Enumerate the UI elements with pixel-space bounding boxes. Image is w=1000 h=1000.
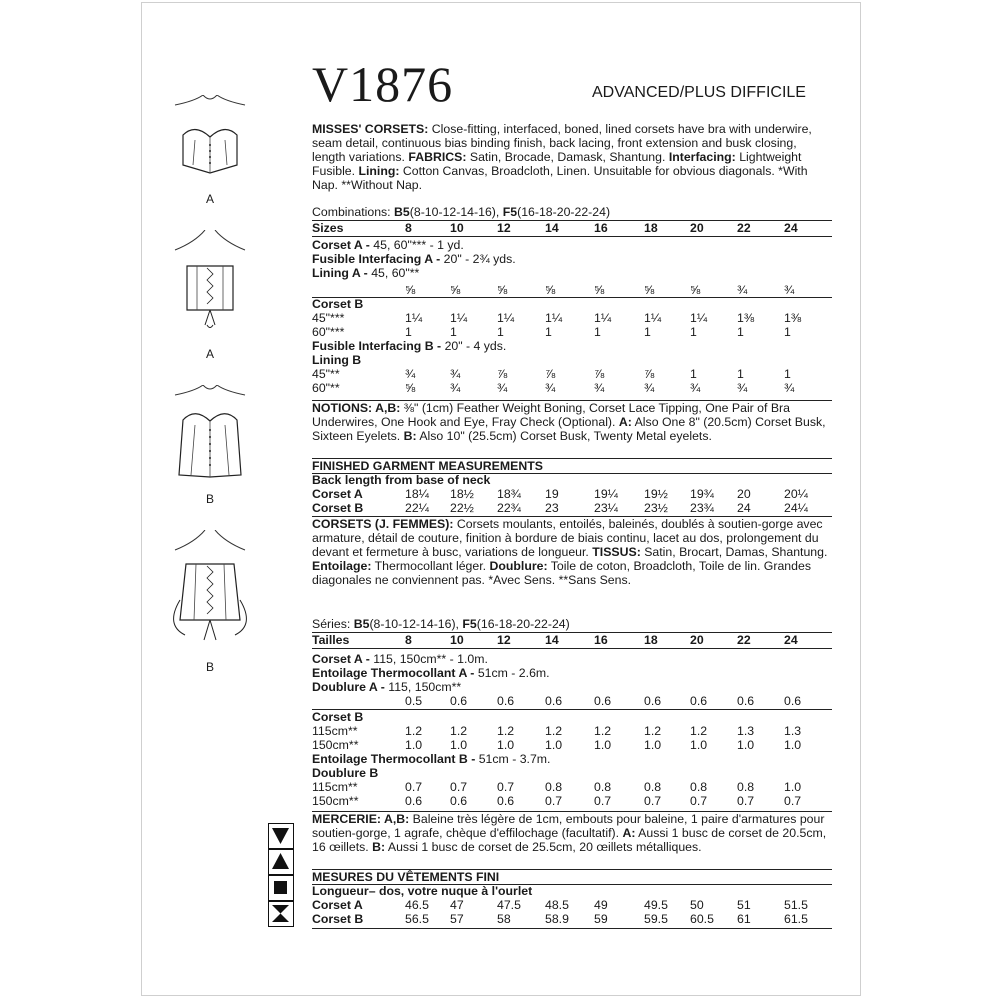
table-cell: 1: [594, 325, 601, 339]
table-cell: 1.0: [737, 738, 755, 752]
row-label: Lining A -: [312, 266, 368, 280]
row-label: Sizes: [312, 221, 344, 235]
table-cell: 8: [405, 633, 412, 647]
table-cell: 46.5: [405, 898, 429, 912]
table-cell: ⅝: [594, 283, 605, 297]
table-cell: 23½: [644, 501, 668, 515]
table-cell: 0.7: [497, 780, 515, 794]
table-cell: 18¼: [405, 487, 429, 501]
table-cell: 16: [594, 633, 608, 647]
table-cell: 1.0: [690, 738, 708, 752]
table-cell: ¾: [737, 283, 748, 297]
corset-b-title: [312, 710, 832, 724]
square-icon: [268, 875, 294, 901]
corset-a-row: [312, 238, 832, 252]
table-cell: 19½: [644, 487, 668, 501]
figure-corset-b-back: [160, 530, 260, 655]
figure-label: A: [206, 347, 215, 361]
table-cell: 57: [450, 912, 464, 926]
row-label: Entoilage Thermocollant A -: [312, 666, 475, 680]
table-cell: 0.6: [545, 694, 563, 708]
table-cell: 0.7: [594, 794, 612, 808]
triangle-up-icon: [268, 849, 294, 875]
row-label: Tailles: [312, 633, 350, 647]
table-cell: 0.8: [545, 780, 563, 794]
fusible-b-row: [312, 339, 832, 353]
corset-a-back-sketch: [165, 230, 255, 345]
table-cell: 18: [644, 221, 658, 235]
table-cell: 10: [450, 633, 464, 647]
table-cell: ¾: [737, 381, 748, 395]
table-cell: 1.2: [405, 724, 423, 738]
row-label: 115cm**: [312, 780, 358, 794]
notions: NOTIONS: A,B: ⅜" (1cm) Feather Weight Boning, Corset Lace Tipping, One Pair of Bra Underwires, One Hook and Eye, Fray Check (Optional). A: Also One 8" (20.5cm) Corset Busk, Sixteen Eyelets. B: Also 10" (25.5cm) Corset Busk, Twenty Metal eyelets.: [312, 401, 826, 443]
table-cell: 47: [450, 898, 464, 912]
table-row: [312, 780, 832, 794]
hourglass-icon: [268, 901, 294, 927]
table-cell: 0.5: [405, 694, 423, 708]
table-cell: ⅝: [690, 283, 701, 297]
table-cell: 0.7: [690, 794, 708, 808]
table-cell: 1.0: [644, 738, 662, 752]
doublure-b-title: [312, 766, 832, 780]
table-cell: 0.6: [450, 694, 468, 708]
table-cell: ⅞: [497, 367, 508, 381]
table-cell: 1.0: [405, 738, 423, 752]
table-cell: 18¾: [497, 487, 521, 501]
table-cell: 1: [497, 325, 504, 339]
table-cell: 1.2: [497, 724, 515, 738]
table-cell: 1: [545, 325, 552, 339]
table-cell: 50: [690, 898, 704, 912]
doublure-a-row: [312, 680, 832, 694]
table-cell: 20¼: [784, 487, 808, 501]
table-cell: ¾: [545, 381, 556, 395]
table-cell: 19¼: [594, 487, 618, 501]
row-label: Doublure A -: [312, 680, 385, 694]
corset-a-row: [312, 652, 832, 666]
row-label: Corset A: [312, 898, 363, 912]
table-cell: 0.6: [690, 694, 708, 708]
table-cell: 0.6: [497, 794, 515, 808]
table-cell: 1¼: [405, 311, 423, 325]
lining-a-values: [312, 283, 832, 297]
table-cell: 0.8: [594, 780, 612, 794]
row-text: 51cm - 2.6m.: [477, 666, 550, 680]
tailles-header-row: [312, 633, 832, 647]
series-row: Séries: B5(8-10-12-14-16), F5(16-18-20-22-24): [312, 617, 570, 631]
table-cell: 14: [545, 633, 559, 647]
lining-a-row: [312, 266, 832, 280]
table-cell: 24: [784, 633, 798, 647]
table-cell: 49: [594, 898, 608, 912]
table-cell: 1.2: [450, 724, 468, 738]
figure-corset-b-front: [160, 385, 260, 485]
table-cell: ⅞: [644, 367, 655, 381]
table-cell: 20: [737, 487, 751, 501]
row-label: Entoilage Thermocollant B -: [312, 752, 476, 766]
figure-label: A: [206, 192, 215, 206]
row-label: 150cm**: [312, 738, 359, 752]
table-cell: 23¼: [594, 501, 618, 515]
row-label: Corset A -: [312, 238, 370, 252]
table-cell: 1: [737, 325, 744, 339]
table-cell: 0.7: [405, 780, 423, 794]
table-cell: ⅝: [644, 283, 655, 297]
table-cell: 0.6: [784, 694, 802, 708]
table-cell: 1: [644, 325, 651, 339]
table-row: [312, 325, 832, 339]
table-cell: 0.8: [737, 780, 755, 794]
table-cell: 1: [690, 325, 697, 339]
row-label: Corset B: [312, 501, 364, 515]
doublure-a-values: [312, 694, 832, 708]
table-cell: 1¼: [545, 311, 563, 325]
table-cell: ⅝: [405, 381, 416, 395]
table-cell: 1.0: [545, 738, 563, 752]
row-label: 115cm**: [312, 724, 358, 738]
french-description: CORSETS (J. FEMMES): Corsets moulants, entoilés, baleinés, doublés à soutien-gorge avec armature, détail de couture, finition à bordure de biais continu, lacet au dos, prolongement du devant et fermeture à busc, variations de longueur. TISSUS: Satin, Brocart, Damas, Shantung. Entoilage: Thermocollant léger. Doublure: Toile de coton, Broadcloth, Toile de lin. Grandes diagonales ne conviennent pas. *Avec Sens. **Sans Sens.: [312, 517, 828, 587]
table-cell: ¾: [450, 367, 461, 381]
mercerie: MERCERIE: A,B: Baleine très légère de 1cm, embouts pour baleine, 1 paire d'armatures pour soutien-gorge, 1 agrafe, chèque d'effilochage (facultatif). A: Aussi 1 busc de corset de 20.5cm, 16 œillets. B: Aussi 1 busc de corset de 25.5cm, 20 œillets métalliques.: [312, 812, 827, 854]
row-label: Fusible Interfacing A -: [312, 252, 441, 266]
combinations-row: Combinations: B5(8-10-12-14-16), F5(16-18-20-22-24): [312, 205, 611, 219]
table-cell: 1.2: [545, 724, 563, 738]
table-cell: ⅞: [594, 367, 605, 381]
table-row: [312, 724, 832, 738]
row-text: 20" - 2¾ yds.: [443, 252, 516, 266]
table-cell: 1: [405, 325, 412, 339]
table-cell: 0.6: [497, 694, 515, 708]
english-description: MISSES' CORSETS: Close-fitting, interfaced, boned, lined corsets have bra with underwire, seam detail, continuous bias binding finish, back lacing, front extension and busk closing, length variations. FABRICS: Satin, Brocade, Damask, Shantung. Interfacing: Lightweight Fusible. Lining: Cotton Canvas, Broadcloth, Linen. Unsuitable for obvious diagonals. *With Nap. **Without Nap.: [312, 122, 812, 192]
table-cell: 0.7: [737, 794, 755, 808]
table-cell: 18: [644, 633, 658, 647]
table-cell: 49.5: [644, 898, 668, 912]
table-cell: 60.5: [690, 912, 714, 926]
description-title: MISSES' CORSETS:: [312, 122, 429, 136]
table-cell: 0.7: [450, 780, 468, 794]
table-cell: 24¼: [784, 501, 808, 515]
table-cell: 19¾: [690, 487, 714, 501]
table-cell: 1.0: [594, 738, 612, 752]
table-cell: 1: [690, 367, 697, 381]
table-cell: 1.2: [644, 724, 662, 738]
table-cell: 16: [594, 221, 608, 235]
row-label: Corset B: [312, 912, 364, 926]
table-cell: 1: [737, 367, 744, 381]
triangle-down-icon: [268, 823, 294, 849]
table-cell: 20: [690, 221, 704, 235]
table-cell: 23¾: [690, 501, 714, 515]
table-cell: 1.0: [784, 780, 802, 794]
row-label: 60"***: [312, 325, 345, 339]
row-label: Doublure B: [312, 766, 379, 780]
table-cell: 59: [594, 912, 608, 926]
figure-corset-a-front: [160, 95, 260, 195]
corset-b-back-sketch: [160, 530, 260, 655]
back-length-label: Back length from base of neck: [312, 473, 491, 487]
table-cell: ¾: [690, 381, 701, 395]
finished-measurements-title: FINISHED GARMENT MEASUREMENTS: [312, 459, 543, 473]
row-label: 45"***: [312, 311, 345, 325]
table-cell: 12: [497, 633, 511, 647]
mesures-b-row: [312, 912, 832, 926]
table-cell: 12: [497, 221, 511, 235]
table-row: [312, 367, 832, 381]
table-cell: ⅝: [450, 283, 461, 297]
table-cell: ¾: [784, 381, 795, 395]
table-cell: 0.6: [737, 694, 755, 708]
finished-a-row: [312, 487, 832, 501]
table-cell: 23: [545, 501, 559, 515]
table-row: [312, 381, 832, 395]
row-text: 45, 60"**: [371, 266, 420, 280]
table-cell: 0.7: [644, 794, 662, 808]
row-label: 150cm**: [312, 794, 359, 808]
corset-b-front-sketch: [165, 385, 255, 485]
table-cell: 24: [737, 501, 751, 515]
table-cell: 24: [784, 221, 798, 235]
table-cell: 22: [737, 633, 751, 647]
row-text: 20" - 4 yds.: [444, 339, 507, 353]
table-cell: ⅞: [545, 367, 556, 381]
table-cell: 20: [690, 633, 704, 647]
table-cell: 1.0: [784, 738, 802, 752]
table-cell: ¾: [497, 381, 508, 395]
entoilage-b-row: [312, 752, 832, 766]
table-cell: 22¼: [405, 501, 429, 515]
table-cell: ⅝: [405, 283, 416, 297]
table-cell: ¾: [784, 283, 795, 297]
table-cell: 58.9: [545, 912, 569, 926]
table-cell: ¾: [405, 367, 416, 381]
corset-b-title: [312, 297, 832, 311]
row-text: 115, 150cm** - 1.0m.: [373, 652, 488, 666]
table-cell: 10: [450, 221, 464, 235]
table-cell: 18½: [450, 487, 474, 501]
table-cell: ⅝: [545, 283, 556, 297]
table-cell: 1¼: [690, 311, 708, 325]
lining-b-title: [312, 353, 832, 367]
sizes-header-row: [312, 221, 832, 235]
table-row: [312, 311, 832, 325]
row-label: Corset B: [312, 710, 364, 724]
row-label: 45"**: [312, 367, 340, 381]
table-cell: 0.8: [690, 780, 708, 794]
table-cell: 14: [545, 221, 559, 235]
figure-label: B: [206, 492, 215, 506]
row-label: Corset A: [312, 487, 363, 501]
table-cell: 0.6: [594, 694, 612, 708]
table-cell: 1¼: [594, 311, 612, 325]
table-cell: 51: [737, 898, 751, 912]
table-cell: 1⅜: [737, 311, 755, 325]
difficulty-level: ADVANCED/PLUS DIFFICILE: [592, 84, 806, 101]
table-cell: 61.5: [784, 912, 808, 926]
table-cell: 22¾: [497, 501, 521, 515]
row-label: Fusible Interfacing B -: [312, 339, 442, 353]
table-cell: 0.6: [644, 694, 662, 708]
table-cell: 0.6: [450, 794, 468, 808]
table-cell: 48.5: [545, 898, 569, 912]
entoilage-a-row: [312, 666, 832, 680]
row-text: 115, 150cm**: [388, 680, 462, 694]
table-cell: 47.5: [497, 898, 521, 912]
row-text: 51cm - 3.7m.: [478, 752, 551, 766]
table-cell: 1.3: [737, 724, 755, 738]
table-cell: 1⅜: [784, 311, 802, 325]
table-cell: 1.3: [784, 724, 802, 738]
pattern-code: V1876: [312, 56, 454, 112]
row-label: Lining B: [312, 353, 362, 367]
table-cell: 61: [737, 912, 751, 926]
table-row: [312, 794, 832, 808]
mesures-a-row: [312, 898, 832, 912]
table-cell: 1: [784, 367, 791, 381]
longueur-label: Longueur– dos, votre nuque à l'ourlet: [312, 884, 533, 898]
table-cell: 1.2: [690, 724, 708, 738]
table-cell: ¾: [594, 381, 605, 395]
table-cell: ¾: [450, 381, 461, 395]
table-row: [312, 738, 832, 752]
table-cell: 58: [497, 912, 511, 926]
mesures-title: MESURES DU VÊTEMENTS FINI: [312, 870, 500, 884]
table-cell: 0.7: [545, 794, 563, 808]
row-label: 60"**: [312, 381, 340, 395]
table-cell: 1¼: [497, 311, 515, 325]
figure-corset-a-back: [160, 230, 260, 345]
table-cell: 56.5: [405, 912, 429, 926]
corset-a-front-sketch: [165, 95, 255, 195]
row-label: Corset B: [312, 297, 364, 311]
row-label: Corset A -: [312, 652, 370, 666]
table-cell: 59.5: [644, 912, 668, 926]
table-cell: 1¼: [644, 311, 662, 325]
figure-label: B: [206, 660, 215, 674]
row-text: 45, 60"*** - 1 yd.: [373, 238, 464, 252]
table-cell: 1¼: [450, 311, 468, 325]
table-cell: 1.2: [594, 724, 612, 738]
table-cell: 22½: [450, 501, 474, 515]
table-cell: 8: [405, 221, 412, 235]
table-cell: 0.6: [405, 794, 423, 808]
table-cell: 1.0: [450, 738, 468, 752]
table-cell: 19: [545, 487, 559, 501]
fusible-a-row: [312, 252, 832, 266]
table-cell: 51.5: [784, 898, 808, 912]
table-cell: 0.7: [784, 794, 802, 808]
table-cell: 1: [784, 325, 791, 339]
table-cell: ¾: [644, 381, 655, 395]
finished-b-row: [312, 501, 832, 515]
table-cell: 0.8: [644, 780, 662, 794]
table-cell: 1: [450, 325, 457, 339]
table-cell: ⅝: [497, 283, 508, 297]
table-cell: 22: [737, 221, 751, 235]
table-cell: 1.0: [497, 738, 515, 752]
